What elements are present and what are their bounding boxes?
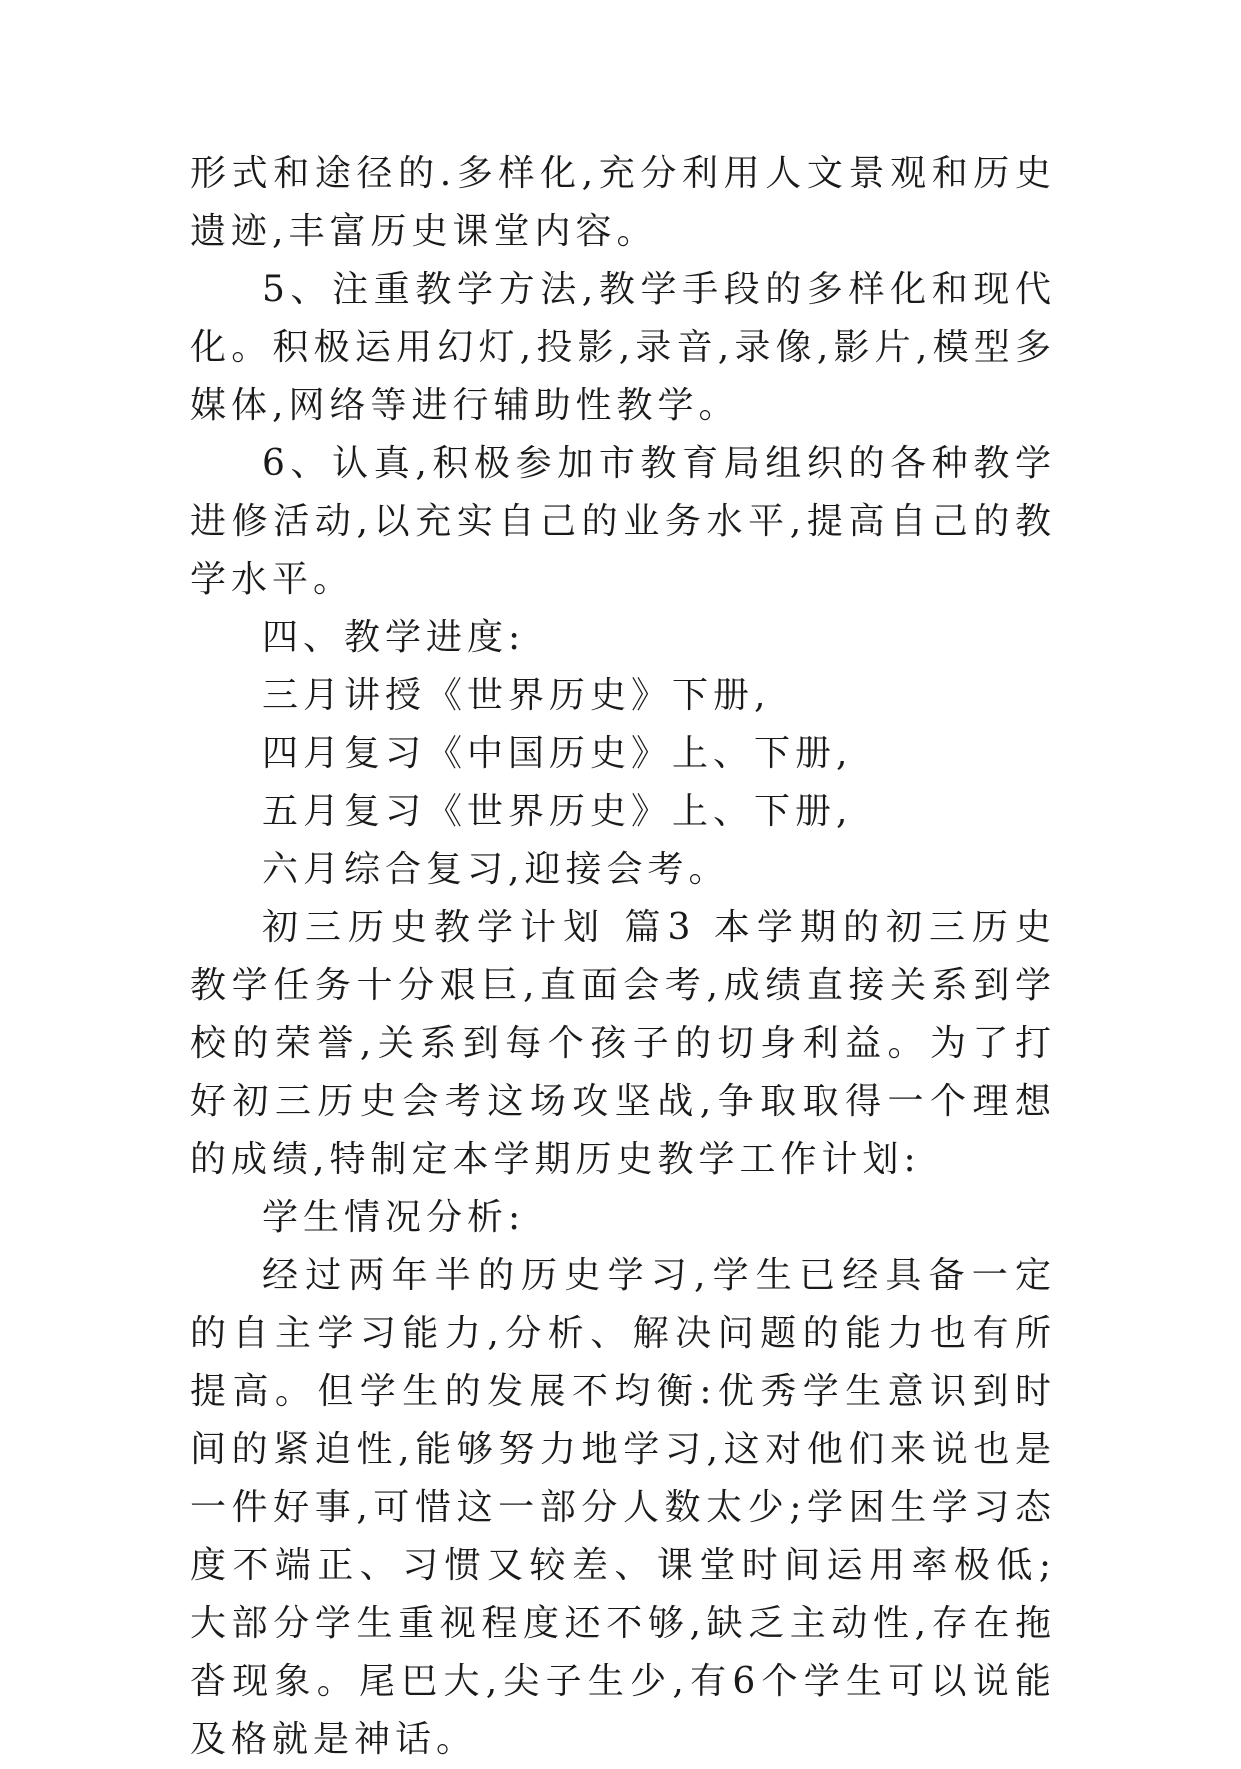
paragraph-item-6: 6、认真,积极参加市教育局组织的各种教学进修活动,以充实自己的业务水平,提高自己的教学水平。 [190, 443, 1056, 600]
schedule-may: 五月复习《世界历史》上、下册, [262, 791, 853, 832]
schedule-april: 四月复习《中国历史》上、下册, [262, 733, 853, 774]
section-heading-progress: 四、教学进度: [262, 617, 526, 658]
schedule-june: 六月综合复习,迎接会考。 [262, 849, 730, 890]
document-page [190, 145, 1056, 1769]
paragraph-continuation: 形式和途径的.多样化,充分利用人文景观和历史遗迹,丰富历史课堂内容。 [190, 153, 1056, 252]
paragraph-plan-3-intro: 初三历史教学计划 篇3 本学期的初三历史教学任务十分艰巨,直面会考,成绩直接关系到学校的荣誉,关系到每个孩子的切身利益。为了打好初三历史会考这场攻坚战,争取取得一个理想的成绩,特制定本学期历史教学工作计划: [190, 907, 1056, 1180]
schedule-march: 三月讲授《世界历史》下册, [262, 675, 771, 716]
paragraph-student-analysis: 经过两年半的历史学习,学生已经具备一定的自主学习能力,分析、解决问题的能力也有所提高。但学生的发展不均衡:优秀学生意识到时间的紧迫性,能够努力地学习,这对他们来说也是一件好事,可惜这一部分人数太少;学困生学习态度不端正、习惯又较差、课堂时间运用率极低;大部分学生重视程度还不够,缺乏主动性,存在拖沓现象。尾巴大,尖子生少,有6个学生可以说能及格就是神话。 [190, 1255, 1056, 1760]
section-heading-student-analysis: 学生情况分析: [262, 1197, 526, 1238]
paragraph-item-5: 5、注重教学方法,教学手段的多样化和现代化。积极运用幻灯,投影,录音,录像,影片,模型多媒体,网络等进行辅助性教学。 [190, 269, 1056, 426]
